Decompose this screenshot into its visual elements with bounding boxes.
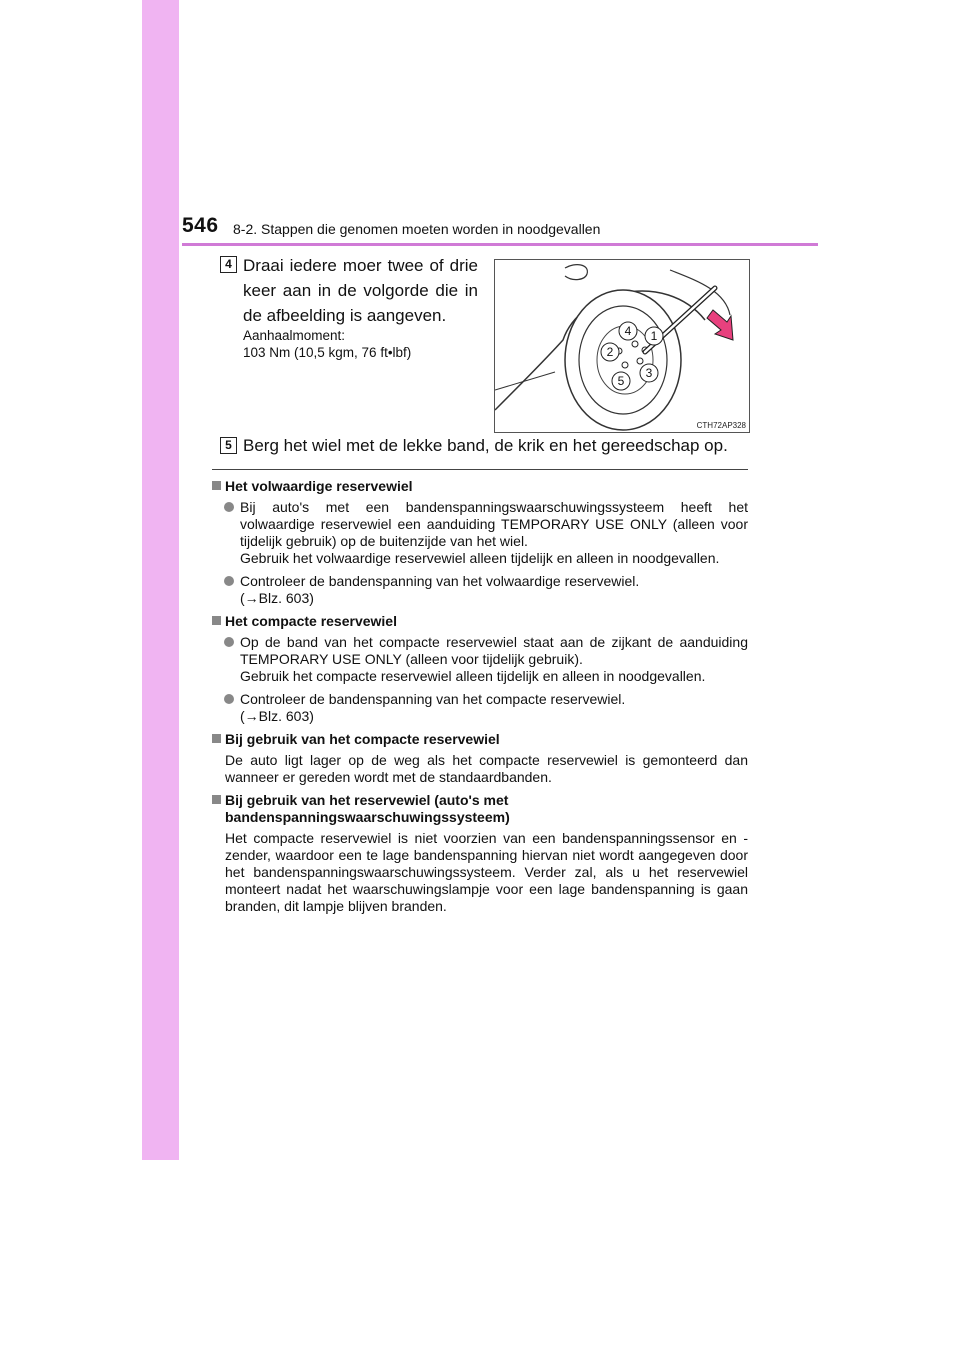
nut-label-4: 4 [624,324,632,338]
note-bullet [212,573,748,607]
note-bullet [212,634,748,685]
nut-label-1: 1 [650,329,658,343]
bullet-icon [224,637,234,647]
torque-label: Aanhaalmoment: [243,328,346,343]
step-5-badge: 5 [220,437,237,454]
bullet-line: Gebruik het volwaardige reservewiel alleen tijdelijk en alleen in noodgevallen. [240,550,720,566]
nut-label-3: 3 [645,366,653,380]
torque-spec [243,327,411,361]
nut-label-2: 2 [606,345,614,359]
note-paragraph [212,752,748,786]
step-5-text: Berg het wiel met de lekke band, de krik en het gereedschap op. [243,436,728,455]
page-number: 546 [182,214,219,237]
sidebar-tab [142,0,179,1160]
bullet-icon [224,502,234,512]
bullet-line: Op de band van het compacte reservewiel staat aan de zijkant de aanduiding TEMPORARY USE ONLY (alleen voor tijdelijk gebruik). [240,634,748,667]
wheel-nut-figure [494,259,750,433]
bullet-line: Controleer de bandenspanning van het volwaardige reservewiel. [240,573,640,589]
note-heading: Bij gebruik van het reservewiel (auto's met bandenspanningswaarschuwingssysteem) [212,792,748,826]
step-4-text: Draai iedere moer twee of drie keer aan in de volgorde die in de afbeelding is aangeven. [243,256,478,325]
note-bullet [212,691,748,725]
note-heading: Het volwaardige reservewiel [212,478,748,495]
figure-code: CTH72AP328 [696,421,746,430]
bullet-line: Bij auto's met een bandenspanningswaarschuwingssysteem heeft het volwaardige reservewiel een aanduiding TEMPORARY USE ONLY (alleen voor tijdelijk gebruik) op de buitenzijde van het wiel. [240,499,748,549]
note-bullet [212,499,748,567]
bullet-line: Controleer de bandenspanning van het compacte reservewiel. [240,691,626,707]
paragraph-text: Het compacte reservewiel is niet voorzien van een bandenspanningssensor en -zender, waardoor een te lage bandenspanning hiervan niet wordt aangegeven door het bandenspanningswaarschuwingssysteem. Verder zal, als u het reservewiel monteert nadat het waarschuwingslampje voor een lage bandenspanning is gaan branden, dit lampje blijven branden. [225,830,748,914]
note-paragraph [212,830,748,915]
section-divider [212,469,748,470]
notes-section [212,478,748,921]
nut-label-5: 5 [617,374,625,388]
page-reference: (→Blz. 603) [240,590,314,606]
note-heading: Bij gebruik van het compacte reservewiel [212,731,748,748]
torque-value: 103 Nm (10,5 kgm, 76 ft•lbf) [243,345,412,360]
bullet-icon [224,576,234,586]
note-heading: Het compacte reservewiel [212,613,748,630]
bullet-icon [224,694,234,704]
step-4-badge: 4 [220,256,237,273]
page-reference: (→Blz. 603) [240,708,314,724]
header-rule [182,243,818,246]
wheel-illustration [495,260,749,432]
paragraph-text: De auto ligt lager op de weg als het compacte reservewiel is gemonteerd dan wanneer er gereden wordt met de standaardbanden. [225,752,748,785]
bullet-line: Gebruik het compacte reservewiel alleen tijdelijk en alleen in noodgevallen. [240,668,706,684]
section-title: 8-2. Stappen die genomen moeten worden in noodgevallen [233,221,601,237]
